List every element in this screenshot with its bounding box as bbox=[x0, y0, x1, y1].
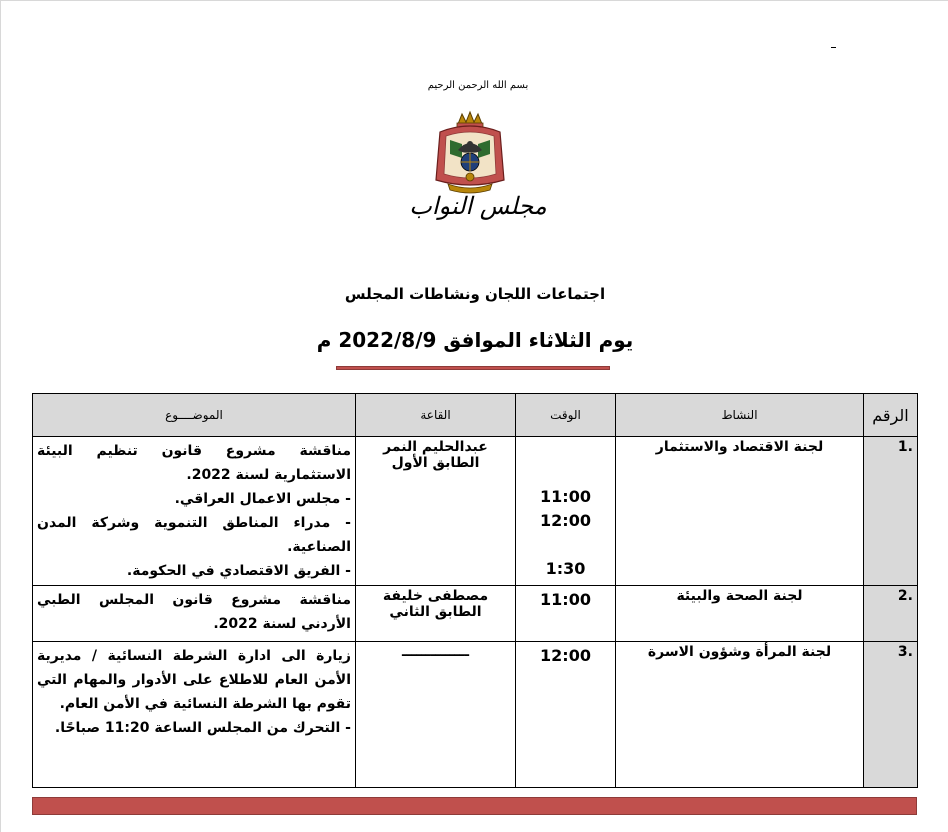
table-header-row bbox=[33, 394, 918, 437]
hall-name: عبدالحليم النمر bbox=[383, 439, 488, 455]
time-slot: 11:00 bbox=[540, 590, 591, 609]
time-slot: 12:00 bbox=[540, 511, 591, 530]
topic-line: - الفريق الاقتصادي في الحكومة. bbox=[126, 563, 351, 579]
jordan-coat-of-arms-icon bbox=[430, 110, 510, 196]
row-number: .3 bbox=[864, 642, 918, 788]
time-slot: 12:00 bbox=[540, 646, 591, 665]
topic-line: - التحرك من المجلس الساعة 11:20 صباحًا. bbox=[54, 720, 351, 736]
row-hall bbox=[356, 586, 516, 642]
hall-name: مصطفى خليفة bbox=[382, 588, 489, 604]
topic-line: - مجلس الاعمال العراقي. bbox=[174, 491, 351, 507]
row-topic bbox=[33, 642, 356, 788]
row-activity: لجنة الصحة والبيئة bbox=[616, 586, 864, 642]
row-number: .1 bbox=[864, 437, 918, 586]
footer-bar bbox=[32, 797, 917, 815]
stray-dash bbox=[831, 47, 836, 48]
row-topic bbox=[33, 437, 356, 586]
basmala: بسم الله الرحمن الرحيم bbox=[427, 80, 529, 91]
row-activity: لجنة الاقتصاد والاستثمار bbox=[616, 437, 864, 586]
hall-floor: الطابق الثاني bbox=[389, 604, 482, 620]
topic-line: زيارة الى ادارة الشرطة النسائية / مديرية الأمن العام للاطلاع على الأدوار والمهام التي تقوم بها الشرطة النسائية في الأمن العام. bbox=[37, 648, 351, 712]
header-time: الوقت bbox=[516, 394, 616, 437]
row-hall bbox=[356, 642, 516, 788]
time-slot: 11:00 bbox=[540, 487, 591, 506]
topic-line: مناقشة مشروع قانون تنظيم البيئة الاستثمارية لسنة 2022. bbox=[37, 443, 351, 483]
row-number: .2 bbox=[864, 586, 918, 642]
header-topic: الموضــــوع bbox=[33, 394, 356, 437]
schedule-table bbox=[32, 393, 918, 788]
row-hall bbox=[356, 437, 516, 586]
time-slot: 1:30 bbox=[545, 559, 586, 578]
table-row bbox=[33, 586, 918, 642]
topic-line: مناقشة مشروع قانون المجلس الطبي الأردني لسنة 2022. bbox=[37, 592, 351, 632]
hall-name: ــــــــــــــ bbox=[402, 644, 469, 660]
document-date: يوم الثلاثاء الموافق 2022/8/9 م bbox=[316, 328, 634, 352]
parliament-name: مجلس النواب bbox=[409, 192, 547, 220]
row-time bbox=[516, 642, 616, 788]
header-hall: القاعة bbox=[356, 394, 516, 437]
page-border-top bbox=[0, 0, 948, 1]
page-border-left bbox=[0, 0, 1, 832]
table-row bbox=[33, 437, 918, 586]
document-title: اجتماعات اللجان ونشاطات المجلس bbox=[344, 285, 606, 303]
row-time bbox=[516, 437, 616, 586]
row-topic bbox=[33, 586, 356, 642]
hall-floor: الطابق الأول bbox=[391, 455, 480, 471]
row-activity: لجنة المرأة وشؤون الاسرة bbox=[616, 642, 864, 788]
row-time bbox=[516, 586, 616, 642]
topic-line: - مدراء المناطق التنموية وشركة المدن الصناعية. bbox=[37, 515, 351, 555]
header-number: الرقم bbox=[864, 394, 918, 437]
date-underline bbox=[336, 366, 610, 370]
table-row bbox=[33, 642, 918, 788]
header-activity: النشاط bbox=[616, 394, 864, 437]
